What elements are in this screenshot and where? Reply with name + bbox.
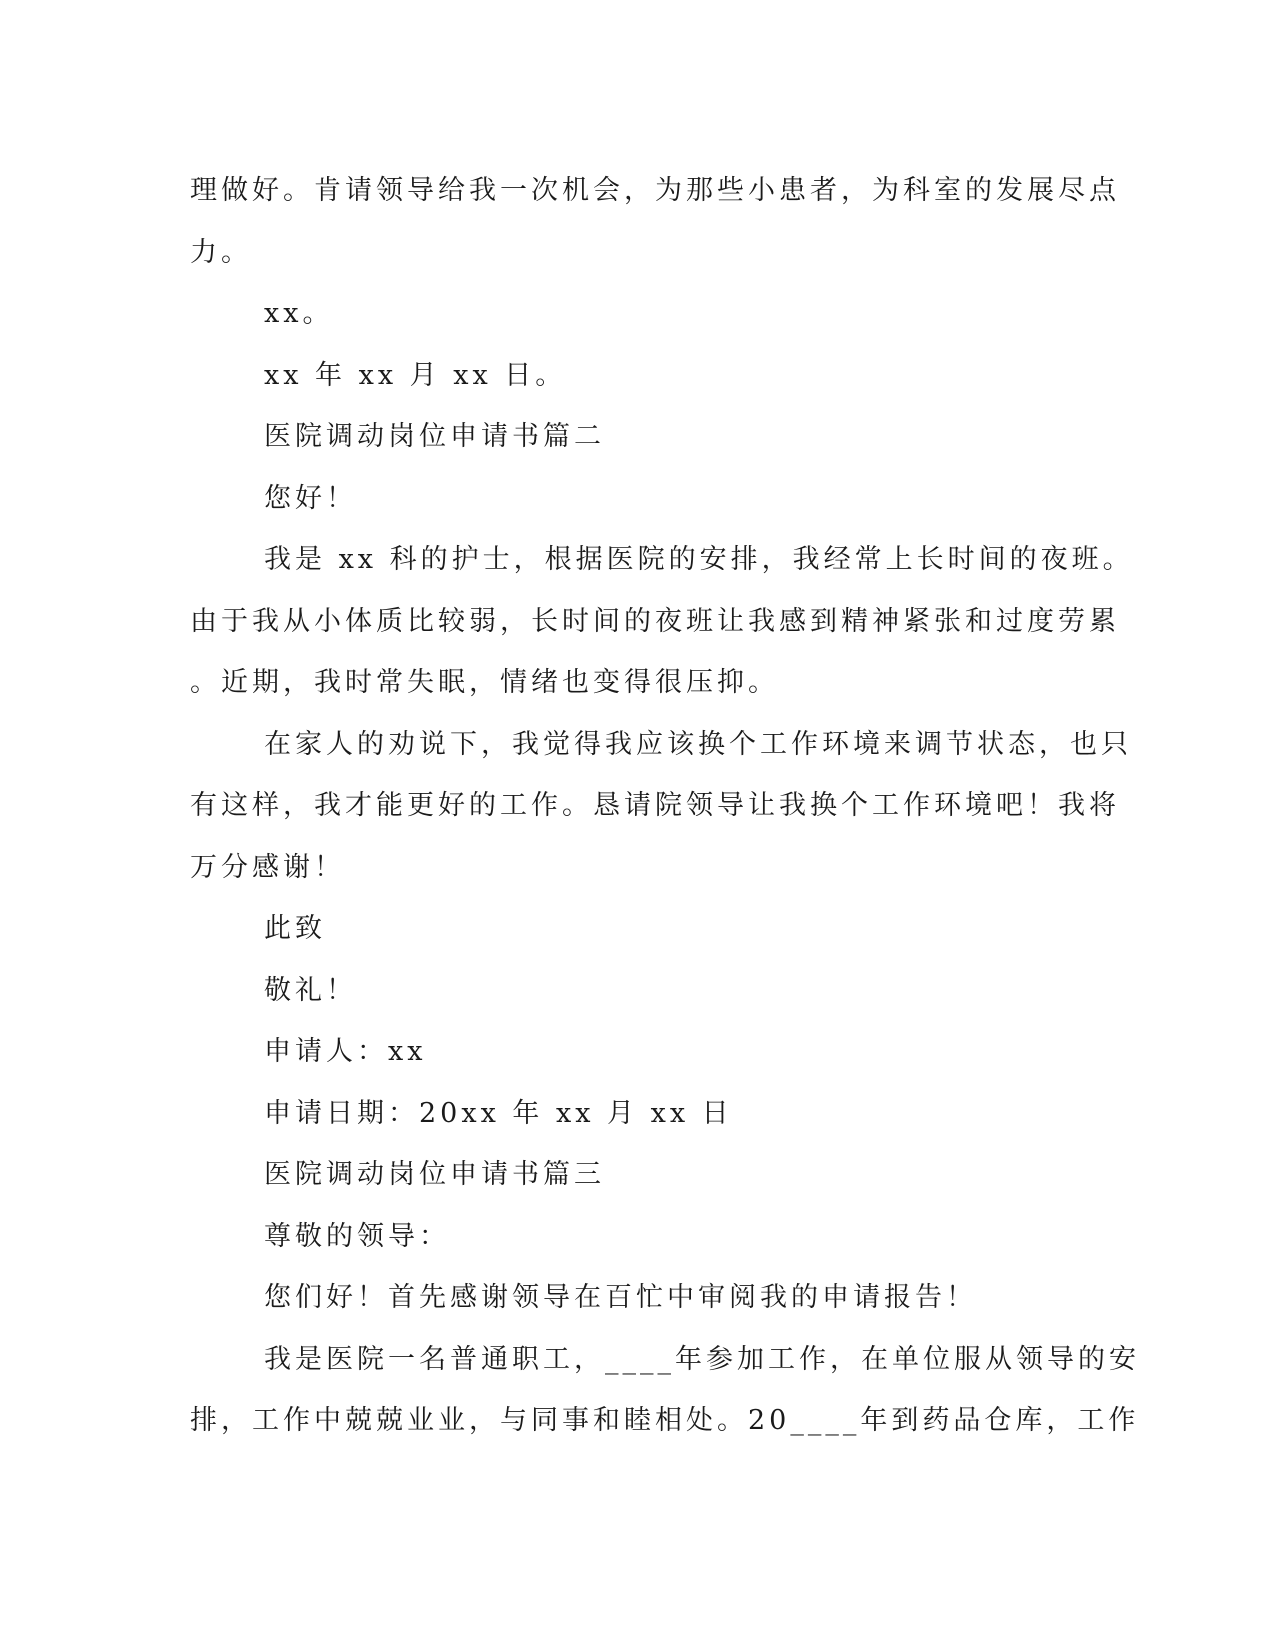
application-date: 申请日期：20xx 年 xx 月 xx 日: [264, 1097, 733, 1129]
text-line: 在家人的劝说下，我觉得我应该换个工作环境来调节状态，也只: [264, 728, 1132, 760]
text-line: 我是医院一名普通职工，____年参加工作，在单位服从领导的安: [264, 1343, 1140, 1375]
greeting: 您好！: [264, 482, 357, 514]
text-line: 排，工作中兢兢业业，与同事和睦相处。20____年到药品仓库，工作: [190, 1405, 1140, 1436]
text-line: 。近期，我时常失眠，情绪也变得很压抑。: [190, 667, 779, 698]
applicant: 申请人：xx: [264, 1036, 427, 1067]
signature-date: xx 年 xx 月 xx 日。: [264, 359, 567, 391]
text-line: 有这样，我才能更好的工作。恳请院领导让我换个工作环境吧！我将: [190, 790, 1120, 821]
text-line: 理做好。肯请领导给我一次机会，为那些小患者，为科室的发展尽点: [190, 175, 1120, 206]
text-line: 力。: [190, 236, 252, 268]
text-line: 我是 xx 科的护士，根据医院的安排，我经常上长时间的夜班。: [264, 544, 1134, 575]
document-body: [190, 160, 1140, 1452]
closing: 敬礼！: [264, 974, 357, 1006]
section-heading: 医院调动岗位申请书篇二: [264, 421, 605, 452]
closing: 此致: [264, 913, 326, 944]
text-line: 您们好！首先感谢领导在百忙中审阅我的申请报告！: [264, 1282, 977, 1313]
section-heading: 医院调动岗位申请书篇三: [264, 1159, 605, 1190]
text-line: 万分感谢！: [190, 851, 345, 883]
text-line: 由于我从小体质比较弱，长时间的夜班让我感到精神紧张和过度劳累: [190, 605, 1120, 637]
signature-name: xx。: [264, 298, 334, 329]
greeting: 尊敬的领导：: [264, 1220, 450, 1252]
